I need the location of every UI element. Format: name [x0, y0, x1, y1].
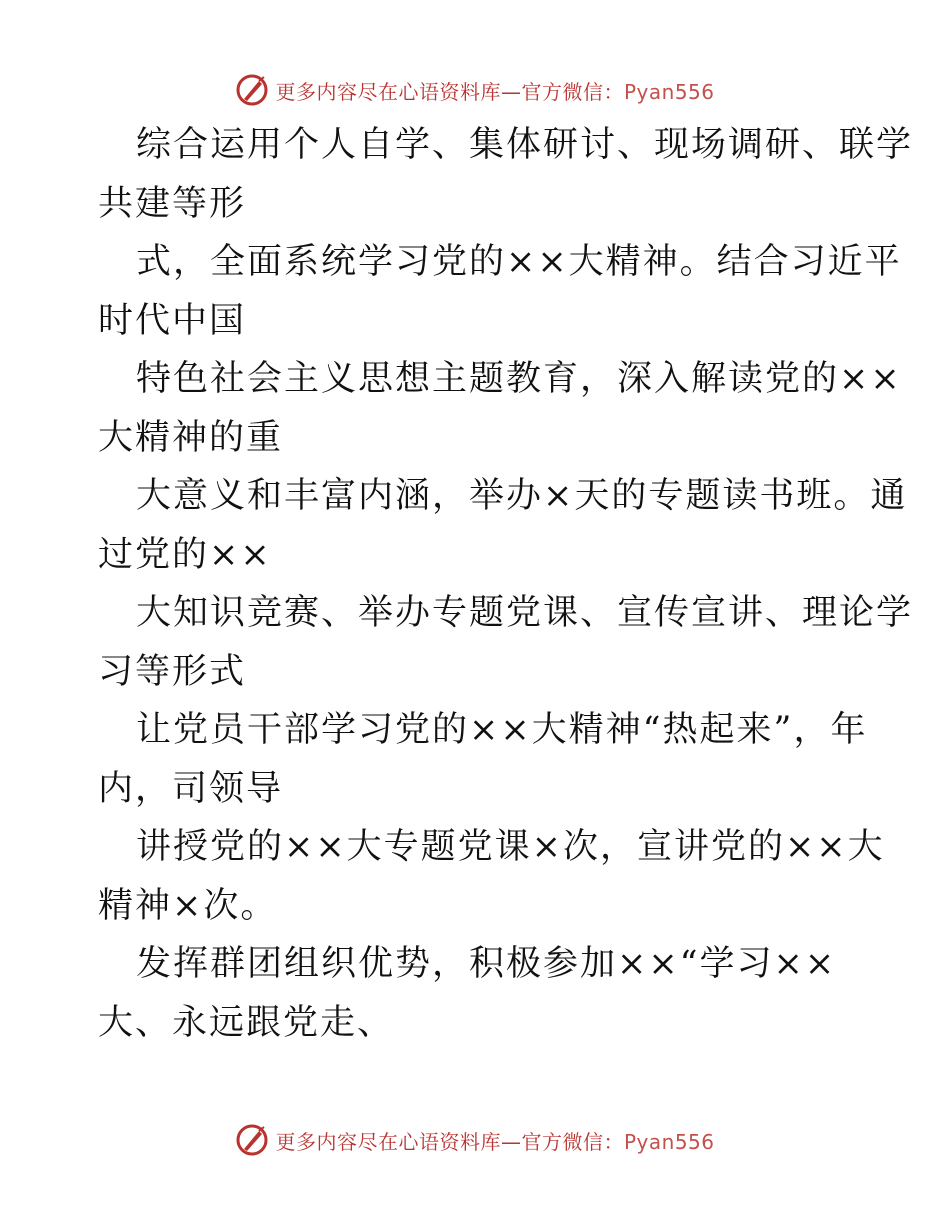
body-line: 大知识竞赛、举办专题党课、宣传宣讲、理论学: [136, 593, 914, 633]
footer-banner-main: 更多内容尽在心语资料库—官方微信：: [275, 1129, 624, 1154]
quill-logo-icon: [235, 73, 269, 107]
body-line: 时代中国: [98, 300, 247, 341]
footer-banner-text: [275, 1126, 714, 1155]
header-watermark-banner: [0, 70, 950, 110]
body-line: 过党的××: [98, 534, 272, 575]
header-banner-id: Pyan556: [623, 79, 715, 104]
body-line: 讲授党的××大专题党课×次，宣讲党的××大: [136, 827, 885, 867]
body-line: 让党员干部学习党的××大精神“热起来”，年: [136, 710, 868, 750]
quill-logo-icon: [235, 1123, 269, 1157]
document-body: [98, 116, 914, 1052]
body-line: 发挥群团组织优势，积极参加××“学习××: [136, 944, 837, 984]
body-line: 大、永远跟党走、: [98, 1002, 395, 1043]
footer-banner-id: Pyan556: [623, 1129, 715, 1154]
header-banner-text: [275, 76, 714, 105]
body-line: 精神×次。: [98, 885, 278, 926]
header-banner-main: 更多内容尽在心语资料库—官方微信：: [275, 79, 624, 104]
body-line: 内，司领导: [98, 768, 284, 809]
body-line: 式，全面系统学习党的××大精神。结合习近平: [136, 242, 902, 282]
body-line: 共建等形: [98, 183, 247, 224]
body-line: 特色社会主义思想主题教育，深入解读党的××: [136, 359, 902, 399]
body-line: 综合运用个人自学、集体研讨、现场调研、联学: [136, 125, 914, 165]
body-line: 大意义和丰富内涵，举办×天的专题读书班。通: [136, 476, 908, 516]
body-line: 大精神的重: [98, 417, 284, 458]
body-line: 习等形式: [98, 651, 247, 692]
footer-watermark-banner: [0, 1120, 950, 1160]
